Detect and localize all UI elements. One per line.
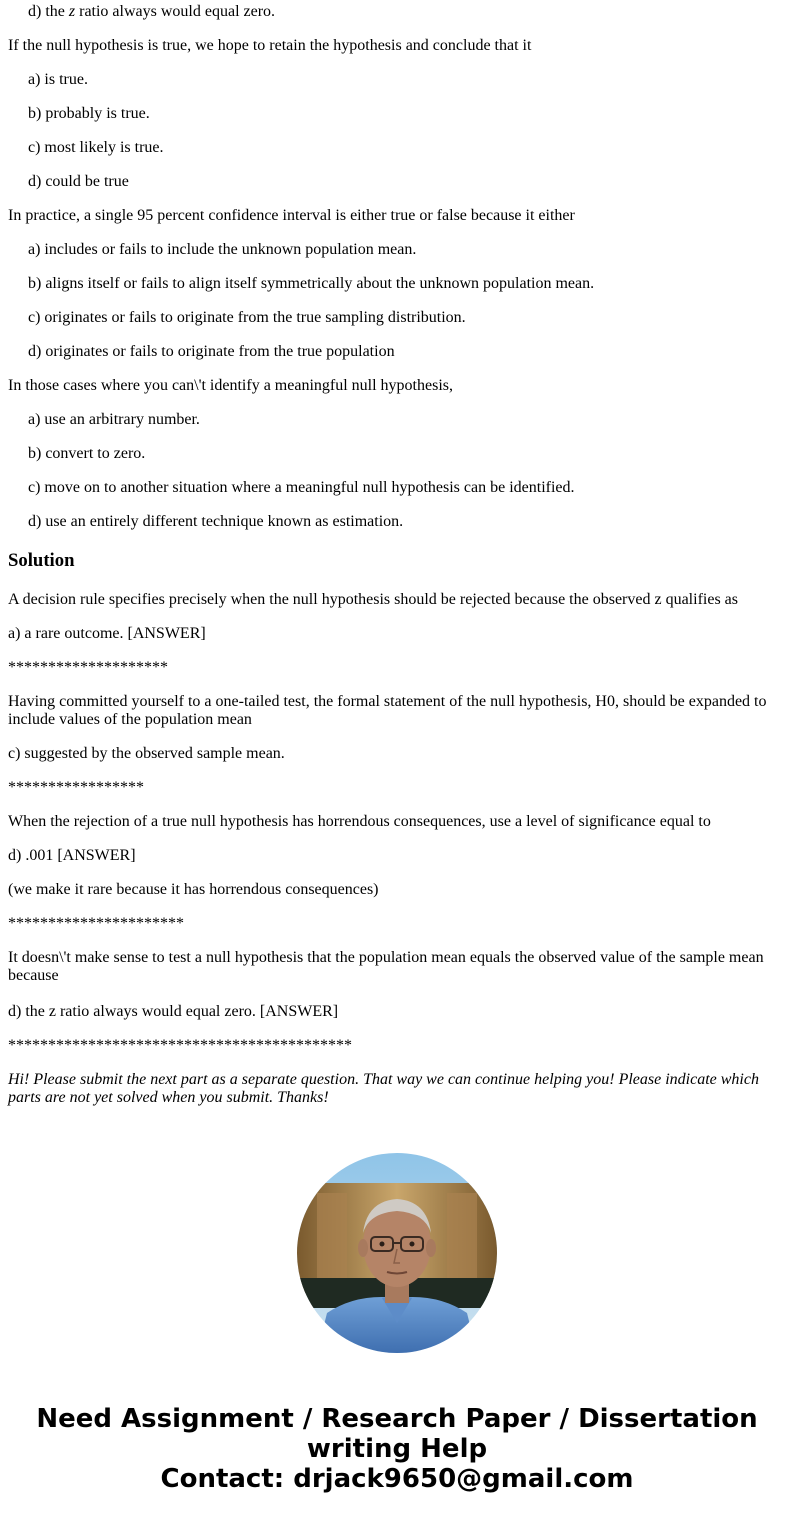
closing-message: Hi! Please submit the next part as a separate question. That way we can continue helping you! Please indicate which parts are not yet solved when you submit. Thanks!	[8, 1071, 759, 1106]
q4-option-d-variable: z	[68, 3, 76, 20]
promo-contact-line: Contact: drjack9650@gmail.com	[160, 1464, 634, 1494]
q5-option-d: d) could be true	[28, 173, 129, 190]
q5-option-a: a) is true.	[28, 71, 88, 88]
q6-option-c: c) originates or fails to originate from the true sampling distribution.	[28, 309, 466, 326]
q6-option-b: b) aligns itself or fails to align itself symmetrically about the unknown population mean.	[28, 275, 595, 292]
q5-stem: If the null hypothesis is true, we hope to retain the hypothesis and conclude that it	[8, 37, 532, 54]
separator-2: *****************	[8, 779, 144, 796]
solution-1-answer: a) a rare outcome. [ANSWER]	[8, 625, 206, 642]
solution-1-question: A decision rule specifies precisely when the null hypothesis should be rejected because the observed z qualifies as	[8, 591, 738, 608]
q7-stem: In those cases where you can\'t identify a meaningful null hypothesis,	[8, 377, 453, 394]
separator-3: **********************	[8, 915, 184, 932]
q4-option-d	[28, 3, 275, 21]
solution-2-question: Having committed yourself to a one-tailed test, the formal statement of the null hypothesis, H0, should be expanded to include values of the population mean	[8, 693, 767, 728]
solution-4-question: It doesn\'t make sense to test a null hypothesis that the population mean equals the observed value of the sample mean because	[8, 949, 764, 984]
solution-heading: Solution	[8, 550, 75, 571]
q6-option-d: d) originates or fails to originate from the true population	[28, 343, 395, 360]
q6-option-a: a) includes or fails to include the unknown population mean.	[28, 241, 417, 258]
q7-option-b: b) convert to zero.	[28, 445, 146, 462]
promo-line-2: writing Help	[306, 1434, 488, 1464]
q7-option-d: d) use an entirely different technique known as estimation.	[28, 513, 404, 530]
solution-2-answer: c) suggested by the observed sample mean.	[8, 745, 285, 762]
q7-option-a: a) use an arbitrary number.	[28, 411, 200, 428]
q6-stem: In practice, a single 95 percent confidence interval is either true or false because it either	[8, 207, 575, 224]
solution-4-answer: d) the z ratio always would equal zero. [ANSWER]	[8, 1003, 339, 1020]
separator-4: *******************************************	[8, 1037, 352, 1054]
promo-line-1: Need Assignment / Research Paper / Dissertation	[36, 1404, 758, 1434]
q5-option-b: b) probably is true.	[28, 105, 150, 122]
tutor-portrait-image	[297, 1153, 497, 1353]
q5-option-c: c) most likely is true.	[28, 139, 164, 156]
q4-option-d-suffix: ratio always would equal zero.	[75, 3, 276, 20]
q7-option-c: c) move on to another situation where a meaningful null hypothesis can be identified.	[28, 479, 575, 496]
solution-3-answer: d) .001 [ANSWER]	[8, 847, 136, 864]
q4-option-d-prefix: d) the	[28, 3, 69, 20]
solution-3-note: (we make it rare because it has horrendous consequences)	[8, 881, 379, 898]
tutor-avatar	[297, 1153, 497, 1353]
separator-1: ********************	[8, 659, 168, 676]
solution-3-question: When the rejection of a true null hypothesis has horrendous consequences, use a level of significance equal to	[8, 813, 711, 830]
